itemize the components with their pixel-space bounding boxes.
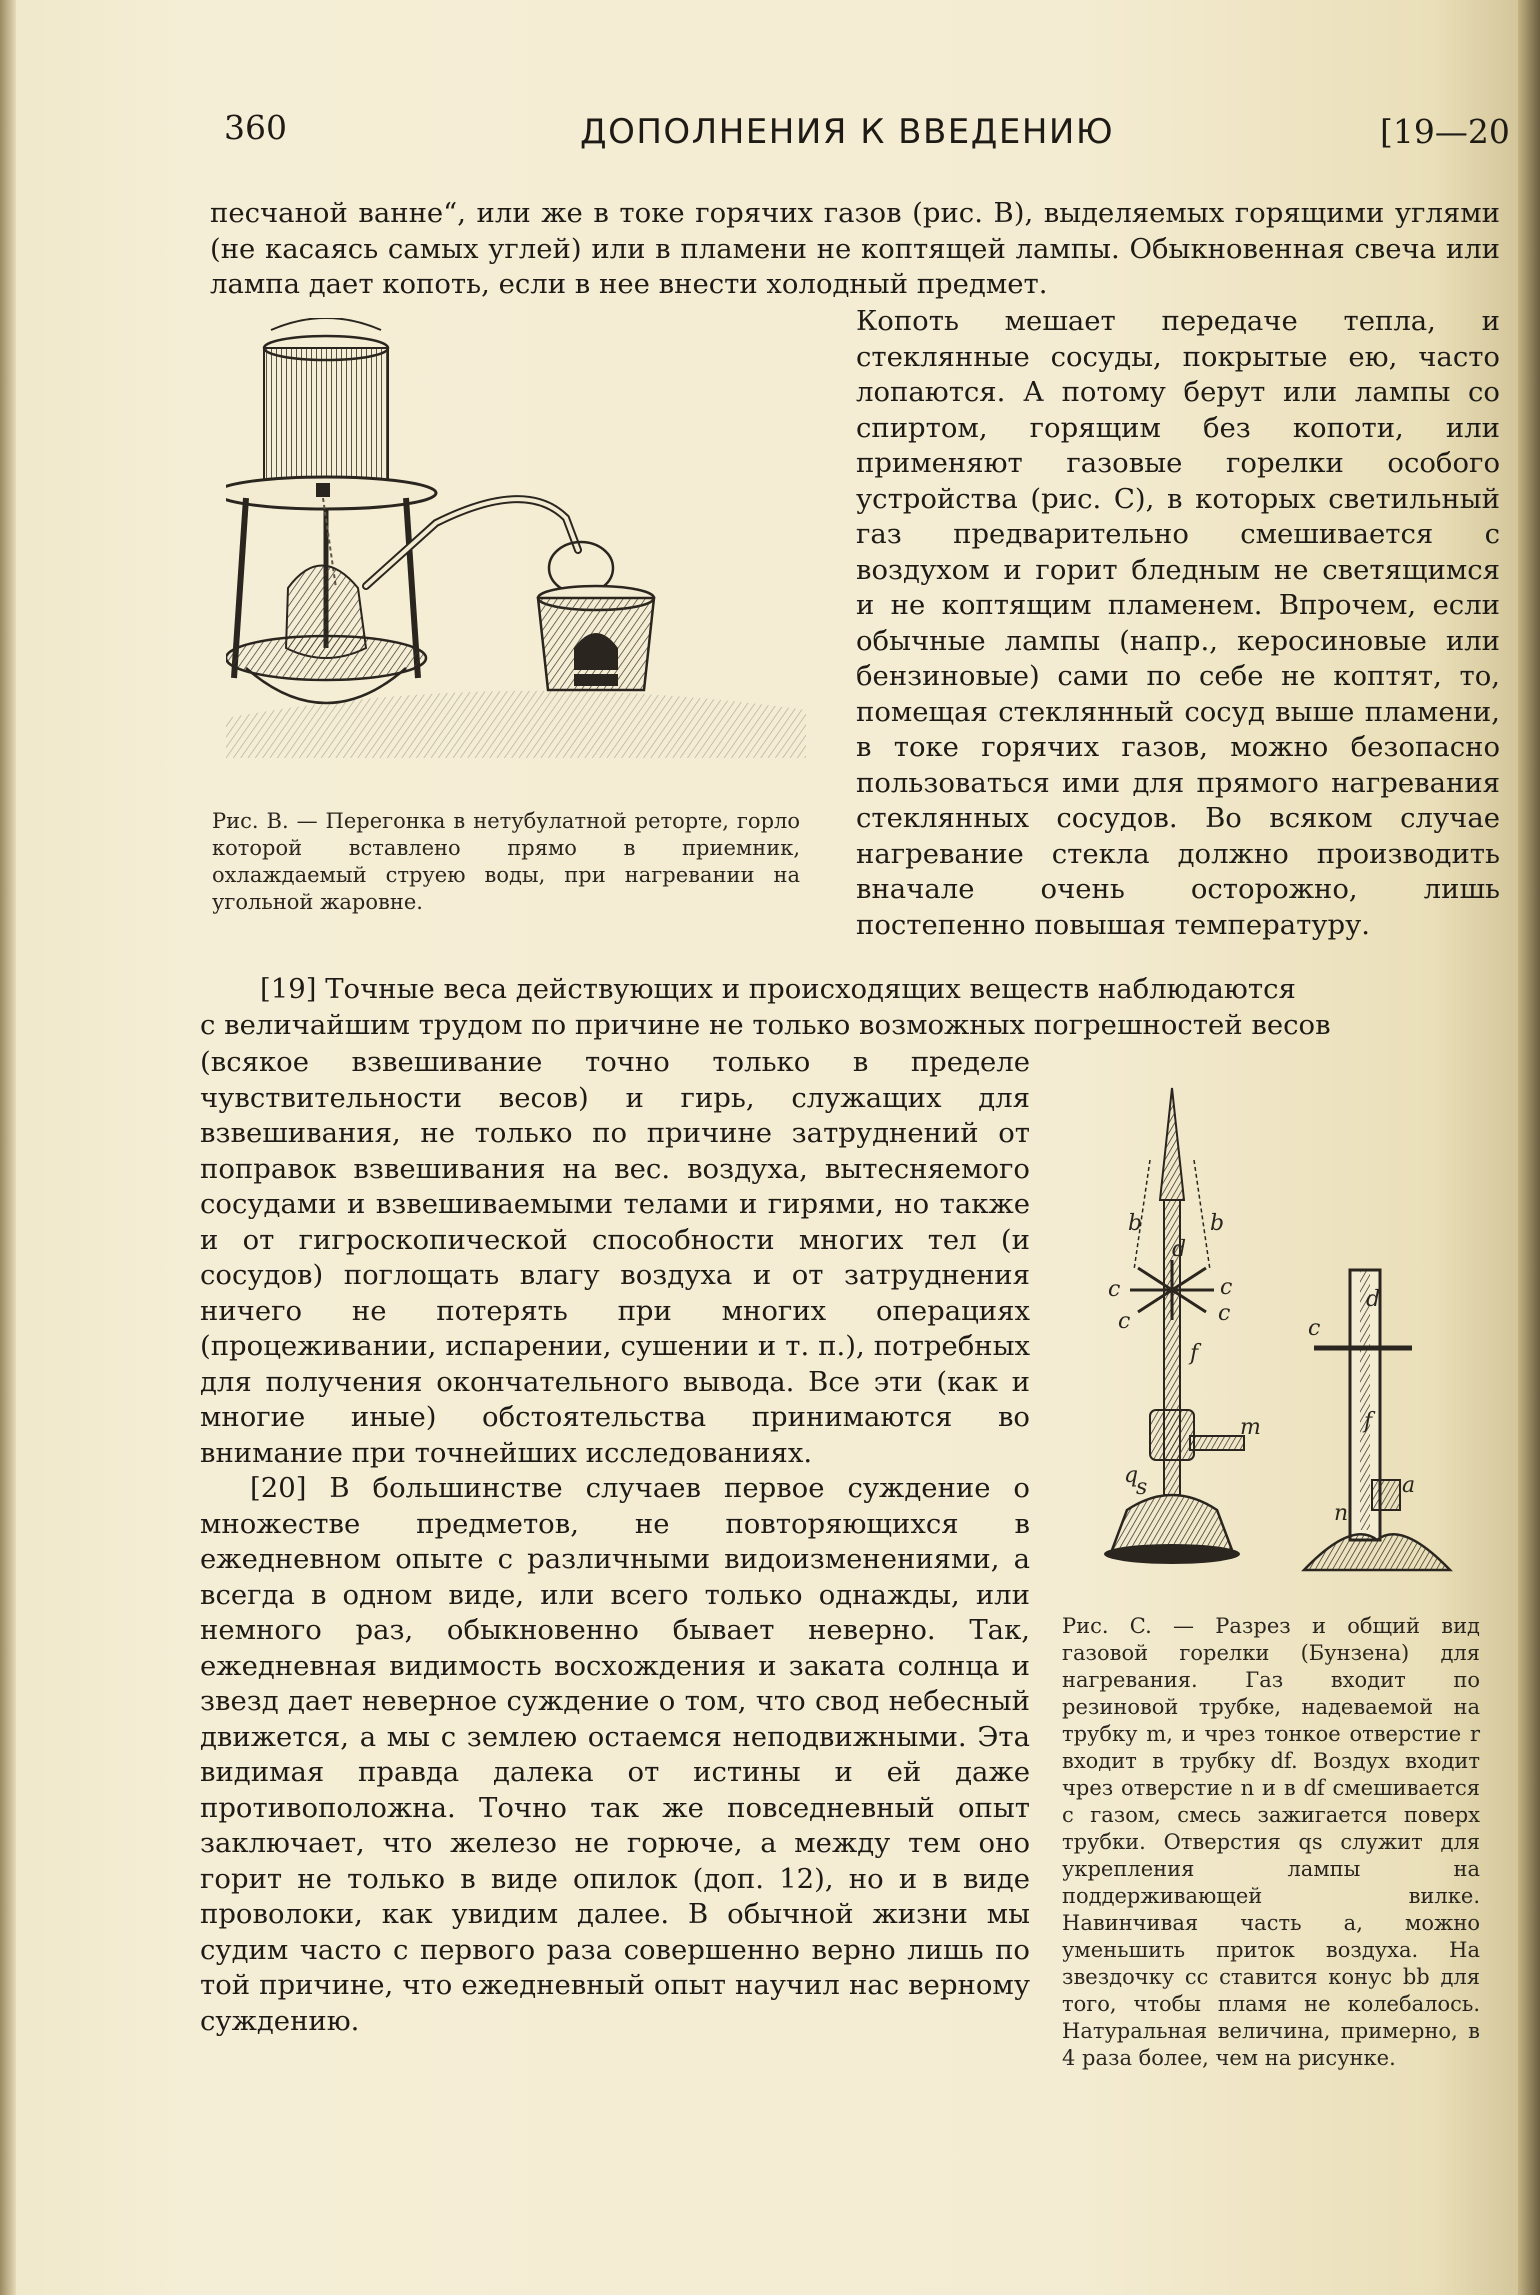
paragraph-19-full-width (200, 972, 1500, 1043)
label-c-lower-left: c (1118, 1309, 1131, 1334)
label-d: d (1172, 1237, 1187, 1262)
label-b-left: b (1128, 1211, 1143, 1236)
label-f-section: f (1364, 1409, 1373, 1434)
page-number: 360 (224, 108, 287, 147)
right-column-paragraph: Копоть мешает передаче тепла, и стеклянные сосуды, покрытые ею, часто лопаются. А потому берут или лампы со спиртом, горящим без копоти, или применяют газовые горелки особого устройства (рис. C), в которых светильный газ предварительно смешивается с воздухом и горит бледным не светящимся и не коптящим пламенем. Впрочем, если обычные лампы (напр., керосиновые или бензиновые) сами по себе не коптят, то, помещая стеклянный сосуд выше пламени, в токе горячих газов, можно безопасно пользоваться ими для прямого нагревания стеклянных сосудов. Во всяком случае нагревание стекла должно производить вначале очень осторожно, лишь постепенно повышая температуру. (856, 305, 1500, 941)
para20-text: [20] В большинстве случаев первое суждение о множестве предметов, не повторяющихся в ежедневном опыте с различными видоизменениями, а всегда в одном виде, или всего только однажды, или немного раз, обыкновенно бывает неверно. Так, ежедневная видимость восхождения и заката солнца и звезд дает неверное суждение о том, что свод небесный движется, а мы с землею остаемся неподвижными. Эта видимая правда далека от истины и ей даже противоположна. Точно так же повседневный опыт заключает, что железо не горюче, а между тем оно горит не только в виде опилок (доп. 12), но и в виде проволоки, как увидим далее. В обычной жизни мы судим часто с первого раза совершенно верно лишь по той причине, что ежедневный опыт научил нас верному суждению. (200, 1472, 1030, 2037)
label-c-section: c (1308, 1316, 1321, 1341)
label-a-section: a (1402, 1473, 1416, 1498)
para19-line-1: [19] Точные веса действующих и происходящих веществ наблюдаются (260, 973, 1296, 1005)
figure-b-distillation-illustration (226, 318, 806, 778)
para19-rest: (всякое взвешивание точно только в пределе чувствительности весов) и гирь, служащих для взвешивания, не только по причине затруднений от поправок взвешивания на вес. воздуха, вытесняемого сосудами и взвешиваемыми телами и гирями, но также и от гигроскопической способности многих тел (и сосудов) поглощать влагу воздуха и от затруднения ничего не потерять при многих операциях (процеживании, испарении, сушении и т. п.), потребных для получения окончательного вывода. Все эти (как и многие иные) обстоятельства принимаются во внимание при точнейших исследованиях. (200, 1046, 1030, 1469)
label-m: m (1240, 1415, 1261, 1440)
section-range: [19—20 (1380, 112, 1510, 151)
label-d-section: d (1366, 1287, 1381, 1312)
figure-b-caption: Рис. B. — Перегонка в нетубулатной реторте, горло которой вставлено прямо в приемник, охлаждаемый струею воды, при нагревании на угольной жаровне. (212, 809, 800, 914)
label-n-section: n (1334, 1501, 1349, 1526)
label-c-lower-right: c (1218, 1301, 1231, 1326)
figure-c-caption: Рис. C. — Разрез и общий вид газовой горелки (Бунзена) для нагревания. Газ входит по резиновой трубке, надеваемой на трубку m, и чрез тонкое отверстие r входит в трубку df. Воздух входит чрез отверстие n и в df смешивается с газом, смесь зажигается поверх трубки. Отверстия qs служит для укрепления лампы на поддерживающей вилке. Навинчивая часть a, можно уменьшить приток воздуха. На звездочку cc ставится конус bb для того, чтобы пламя не колебалось. Натуральная величина, примерно, в 4 раза более, чем на рисунке. (1062, 1614, 1480, 2070)
label-s: s (1136, 1475, 1148, 1500)
label-c-left: c (1108, 1277, 1121, 1302)
opening-paragraph: песчаной ванне“, или же в токе горячих газов (рис. B), выделяемых горящими углями (не касаясь самых углей) или в пламени не коптящей лампы. Обыкновенная свеча или лампа дает копоть, если в нее внести холодный предмет. (210, 197, 1500, 300)
label-b-right: b (1210, 1211, 1225, 1236)
para19-line-2: с величайшим трудом по причине не только возможных погрешностей весов (200, 1008, 1331, 1041)
running-title: ДОПОЛНЕНИЯ К ВВЕДЕНИЮ (580, 112, 1115, 152)
page-header (0, 108, 1540, 168)
label-c-right: c (1220, 1275, 1233, 1300)
figure-c-bunsen-burner-illustration (1072, 1080, 1472, 1600)
label-q: q (1124, 1463, 1139, 1488)
left-column (200, 1045, 1030, 2039)
label-f: f (1190, 1341, 1199, 1366)
